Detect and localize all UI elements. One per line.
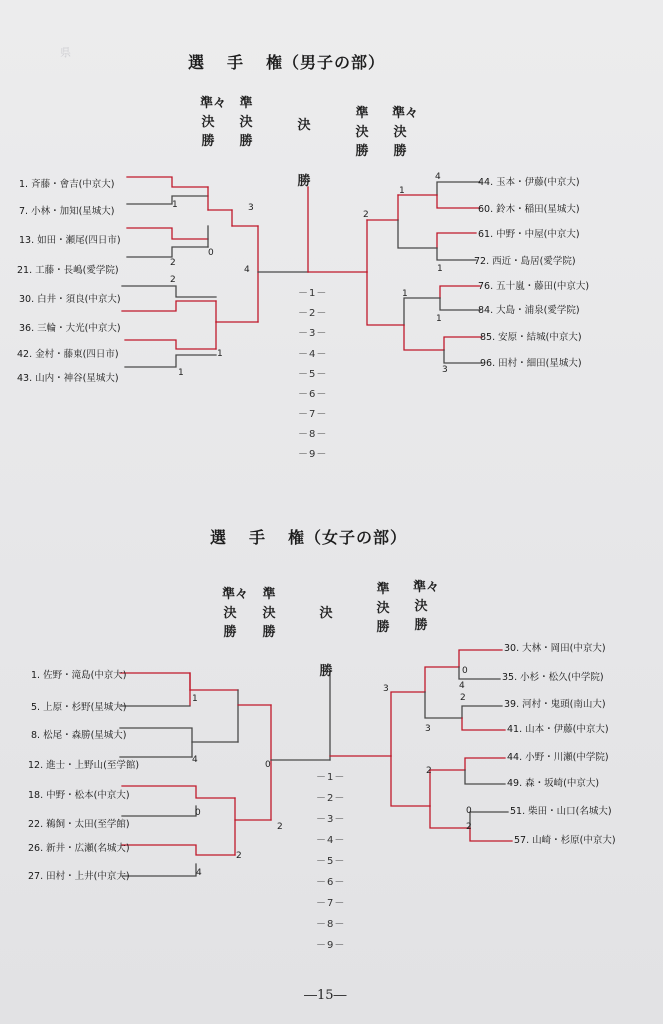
women-right-entry-1: 30. 大林・岡田(中京大)	[504, 643, 606, 654]
women-score: 0	[195, 808, 201, 818]
women-left-entry-2: 5. 上原・杉野(星城大)	[31, 702, 127, 713]
women-score: 0	[466, 806, 472, 816]
women-right-entry-3: 39. 河村・鬼頭(南山大)	[504, 699, 606, 710]
women-score: 1	[192, 694, 198, 704]
men-right-entry-5: 76. 五十嵐・藤田(中京大)	[478, 281, 590, 292]
court-number: －5－	[316, 856, 346, 867]
men-right-line-2	[437, 195, 480, 208]
women-right-entry-2: 35. 小杉・松久(中学院)	[502, 672, 604, 683]
women-left-entry-8: 27. 田村・上井(中京大)	[28, 871, 130, 882]
men-left-entry-6: 36. 三輪・大光(中京大)	[19, 323, 121, 334]
court-number: －4－	[316, 835, 346, 846]
court-number: －3－	[298, 328, 328, 339]
men-right-entry-2: 60. 鈴木・稲田(星城大)	[478, 204, 580, 215]
court-number: －2－	[298, 308, 328, 319]
men-title: 選 手 権（男子の部）	[188, 53, 386, 72]
women-score: 3	[425, 724, 431, 734]
men-left-line-8	[125, 355, 216, 367]
men-right-line-6	[440, 298, 480, 310]
men-right-line-7	[444, 337, 482, 350]
men-score: 2	[170, 258, 176, 268]
men-left-line-4	[127, 247, 208, 257]
women-left-line-1	[120, 673, 190, 690]
men-right-line-3	[437, 233, 476, 248]
men-score: 1	[399, 186, 405, 196]
men-left-entry-2: 7. 小林・加知(星城大)	[19, 206, 115, 217]
bleed-through-text: 県	[60, 46, 71, 59]
court-number: －6－	[316, 877, 346, 888]
court-number: －8－	[298, 429, 328, 440]
women-score: 0	[462, 666, 468, 676]
women-score: 2	[460, 693, 466, 703]
court-number: －5－	[298, 369, 328, 380]
women-score: 3	[383, 684, 389, 694]
women-right-line-7	[470, 812, 508, 828]
men-score: 1	[217, 349, 223, 359]
men-left-entry-4: 21. 工藤・長嶋(愛学院)	[17, 265, 119, 276]
women-left-line-3	[120, 728, 192, 757]
women-final-label: 決勝	[319, 606, 333, 679]
men-score: 1	[178, 368, 184, 378]
men-score: 1	[172, 200, 178, 210]
women-score: 2	[426, 766, 432, 776]
men-score: 4	[244, 265, 250, 275]
men-right-line-1	[437, 182, 480, 195]
court-number: －4－	[298, 349, 328, 360]
women-score: 2	[236, 851, 242, 861]
women-left-line-7	[122, 845, 235, 855]
men-score: 1	[402, 289, 408, 299]
women-score: 2	[277, 822, 283, 832]
women-right-entry-5: 44. 小野・川瀬(中学院)	[507, 752, 609, 763]
women-score: 0	[265, 760, 271, 770]
women-score: 4	[192, 755, 198, 765]
men-right-qf-label: 準々決勝	[392, 106, 419, 159]
men-left-line-1	[127, 177, 208, 187]
women-right-line-1	[459, 650, 502, 667]
court-number: －7－	[316, 898, 346, 909]
men-score: 2	[170, 275, 176, 285]
women-left-qf-label: 準々決勝	[222, 587, 249, 640]
court-number: －9－	[298, 449, 328, 460]
women-left-line-6	[122, 806, 196, 816]
women-right-line-6	[465, 770, 505, 784]
men-right-entry-7: 85. 安原・結城(中京大)	[480, 332, 582, 343]
women-right-line-3	[462, 706, 502, 718]
women-right-entry-6: 49. 森・坂崎(中京大)	[507, 778, 600, 789]
court-number: －6－	[298, 389, 328, 400]
men-right-line-8	[444, 350, 482, 363]
women-score: 4	[459, 681, 465, 691]
women-left-entry-4: 12. 進士・上野山(至学館)	[28, 760, 140, 771]
men-left-entry-3: 13. 如田・瀬尾(四日市)	[19, 235, 121, 246]
court-number: －1－	[298, 288, 328, 299]
men-left-line-6	[122, 301, 216, 311]
men-score: 4	[435, 172, 441, 182]
men-left-line-2	[127, 196, 208, 204]
women-left-sf-label: 準決勝	[262, 587, 276, 640]
women-right-line-8	[470, 828, 512, 841]
men-final-label: 決勝	[297, 118, 311, 189]
women-right-sf-label: 準決勝	[376, 582, 390, 635]
women-left-line-8	[122, 864, 196, 876]
women-right-line-4	[462, 718, 505, 730]
men-right-entry-8: 96. 田村・細田(星城大)	[480, 358, 582, 369]
men-right-line-4	[437, 248, 476, 260]
women-left-entry-1: 1. 佐野・滝島(中京大)	[31, 670, 127, 681]
page-number: ―15―	[304, 988, 347, 1003]
men-left-entry-1: 1. 斉藤・會吉(中京大)	[19, 179, 115, 190]
women-left-entry-5: 18. 中野・松本(中京大)	[28, 790, 130, 801]
women-left-entry-3: 8. 松尾・森勝(星城大)	[31, 730, 127, 741]
women-right-entry-7: 51. 柴田・山口(名城大)	[510, 806, 612, 817]
men-score: 1	[437, 264, 443, 274]
men-left-entry-5: 30. 白井・須良(中京大)	[19, 294, 121, 305]
men-score: 3	[442, 365, 448, 375]
men-right-entry-6: 84. 大島・浦泉(愛学院)	[478, 305, 580, 316]
men-left-line-5	[122, 286, 216, 297]
men-left-line-7	[125, 340, 216, 349]
men-right-entry-3: 61. 中野・中屋(中京大)	[478, 229, 580, 240]
men-left-qf-label: 準々決勝	[200, 96, 227, 149]
women-title: 選 手 権（女子の部）	[210, 528, 408, 547]
women-right-line-5	[465, 758, 505, 770]
court-number: －1－	[316, 772, 346, 783]
women-score: 2	[466, 822, 472, 832]
women-left-entry-7: 26. 新井・広瀬(名城大)	[28, 843, 130, 854]
men-right-line-5	[440, 286, 480, 298]
men-right-sf-label: 準決勝	[355, 106, 369, 159]
women-right-qf-label: 準々決勝	[413, 580, 440, 633]
court-number: －7－	[298, 409, 328, 420]
men-left-entry-8: 43. 山内・神谷(星城大)	[17, 373, 119, 384]
court-number: －3－	[316, 814, 346, 825]
men-score: 1	[436, 314, 442, 324]
women-right-entry-4: 41. 山本・伊藤(中京大)	[507, 724, 609, 735]
women-left-entry-6: 22. 鵜飼・太田(至学館)	[28, 819, 130, 830]
men-right-entry-4: 72. 西近・島居(愛学院)	[474, 256, 576, 267]
men-left-sf-label: 準決勝	[239, 96, 253, 149]
men-left-line-3	[127, 228, 208, 239]
court-number: －9－	[316, 940, 346, 951]
women-left-line-5	[122, 786, 235, 798]
men-right-entry-1: 44. 玉本・伊藤(中京大)	[478, 177, 580, 188]
men-score: 0	[208, 248, 214, 258]
men-left-entry-7: 42. 金村・藤東(四日市)	[17, 349, 119, 360]
men-score: 2	[363, 210, 369, 220]
women-score: 4	[196, 868, 202, 878]
men-score: 3	[248, 203, 254, 213]
court-number: －8－	[316, 919, 346, 930]
court-number: －2－	[316, 793, 346, 804]
women-right-entry-8: 57. 山崎・杉原(中京大)	[514, 835, 616, 846]
